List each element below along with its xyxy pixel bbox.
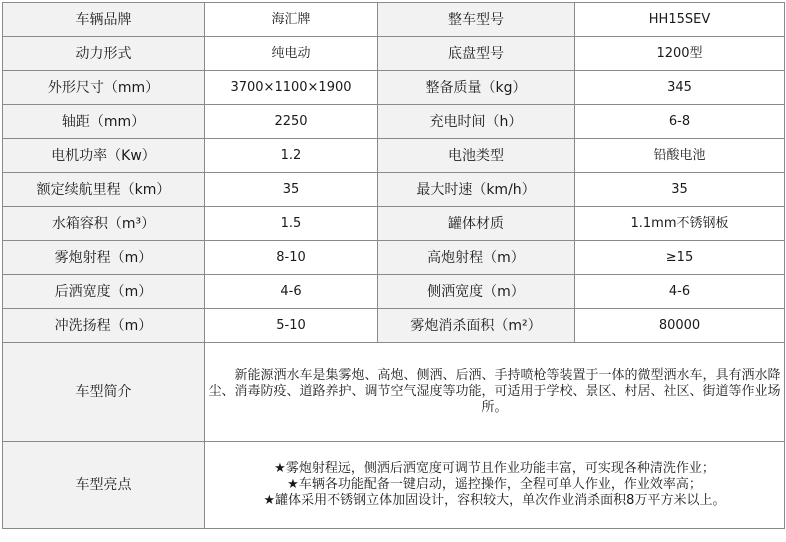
spec-row-tank bbox=[3, 207, 785, 241]
spec-row-wheelbase bbox=[3, 105, 785, 139]
spec-label: 整车型号 bbox=[378, 3, 575, 37]
spec-value: 海汇牌 bbox=[205, 3, 378, 37]
spec-row-spray-width bbox=[3, 275, 785, 309]
spec-value: 1200型 bbox=[575, 37, 785, 71]
spec-table-body bbox=[3, 3, 785, 529]
spec-label: 整备质量（kg） bbox=[378, 71, 575, 105]
spec-label: 雾炮射程（m） bbox=[3, 241, 205, 275]
spec-value: 80000 bbox=[575, 309, 785, 343]
spec-value: 35 bbox=[575, 173, 785, 207]
spec-value: 345 bbox=[575, 71, 785, 105]
spec-value: 1.1mm不锈钢板 bbox=[575, 207, 785, 241]
highlight-item: ★车辆各功能配备一键启动，遥控操作，全程可单人作业，作业效率高； bbox=[287, 477, 702, 492]
spec-label: 罐体材质 bbox=[378, 207, 575, 241]
spec-label: 轴距（mm） bbox=[3, 105, 205, 139]
spec-label: 额定续航里程（km） bbox=[3, 173, 205, 207]
spec-row-cannon bbox=[3, 241, 785, 275]
highlight-item: ★罐体采用不锈钢立体加固设计，容积较大，单次作业消杀面积8万平方米以上。 bbox=[263, 493, 726, 508]
spec-label: 电机功率（Kw） bbox=[3, 139, 205, 173]
spec-label: 雾炮消杀面积（m²） bbox=[378, 309, 575, 343]
spec-value: ≥15 bbox=[575, 241, 785, 275]
spec-value: 2250 bbox=[205, 105, 378, 139]
intro-text: 新能源洒水车是集雾炮、高炮、侧洒、后洒、手持喷枪等装置于一体的微型洒水车，具有洒水降尘、消毒防疫、道路养护、调节空气湿度等功能，可适用于学校、景区、村居、社区、街道等作业场所。 bbox=[205, 343, 785, 442]
spec-value: 4-6 bbox=[205, 275, 378, 309]
spec-label: 最大时速（km/h） bbox=[378, 173, 575, 207]
highlights-row bbox=[3, 442, 785, 529]
spec-label: 冲洗扬程（m） bbox=[3, 309, 205, 343]
spec-label: 底盘型号 bbox=[378, 37, 575, 71]
spec-value: 纯电动 bbox=[205, 37, 378, 71]
spec-label: 充电时间（h） bbox=[378, 105, 575, 139]
spec-value: 35 bbox=[205, 173, 378, 207]
spec-value: HH15SEV bbox=[575, 3, 785, 37]
spec-row-brand bbox=[3, 3, 785, 37]
highlights-list bbox=[205, 442, 785, 529]
spec-label: 车辆品牌 bbox=[3, 3, 205, 37]
spec-label: 侧洒宽度（m） bbox=[378, 275, 575, 309]
spec-value: 6-8 bbox=[575, 105, 785, 139]
vehicle-spec-table bbox=[2, 2, 785, 529]
intro-label: 车型简介 bbox=[3, 343, 205, 442]
highlight-item: ★雾炮射程远，侧洒后洒宽度可调节且作业功能丰富，可实现各种清洗作业； bbox=[274, 461, 715, 476]
intro-row bbox=[3, 343, 785, 442]
spec-value: 5-10 bbox=[205, 309, 378, 343]
spec-value: 1.5 bbox=[205, 207, 378, 241]
spec-row-dimensions bbox=[3, 71, 785, 105]
highlights-label: 车型亮点 bbox=[3, 442, 205, 529]
spec-row-range bbox=[3, 173, 785, 207]
spec-label: 动力形式 bbox=[3, 37, 205, 71]
spec-value: 4-6 bbox=[575, 275, 785, 309]
spec-value: 8-10 bbox=[205, 241, 378, 275]
spec-row-flush bbox=[3, 309, 785, 343]
spec-label: 电池类型 bbox=[378, 139, 575, 173]
spec-label: 外形尺寸（mm） bbox=[3, 71, 205, 105]
spec-value: 铅酸电池 bbox=[575, 139, 785, 173]
spec-value: 1.2 bbox=[205, 139, 378, 173]
spec-row-motor bbox=[3, 139, 785, 173]
spec-label: 水箱容积（m³） bbox=[3, 207, 205, 241]
spec-value: 3700×1100×1900 bbox=[205, 71, 378, 105]
spec-label: 高炮射程（m） bbox=[378, 241, 575, 275]
spec-row-power bbox=[3, 37, 785, 71]
spec-label: 后洒宽度（m） bbox=[3, 275, 205, 309]
